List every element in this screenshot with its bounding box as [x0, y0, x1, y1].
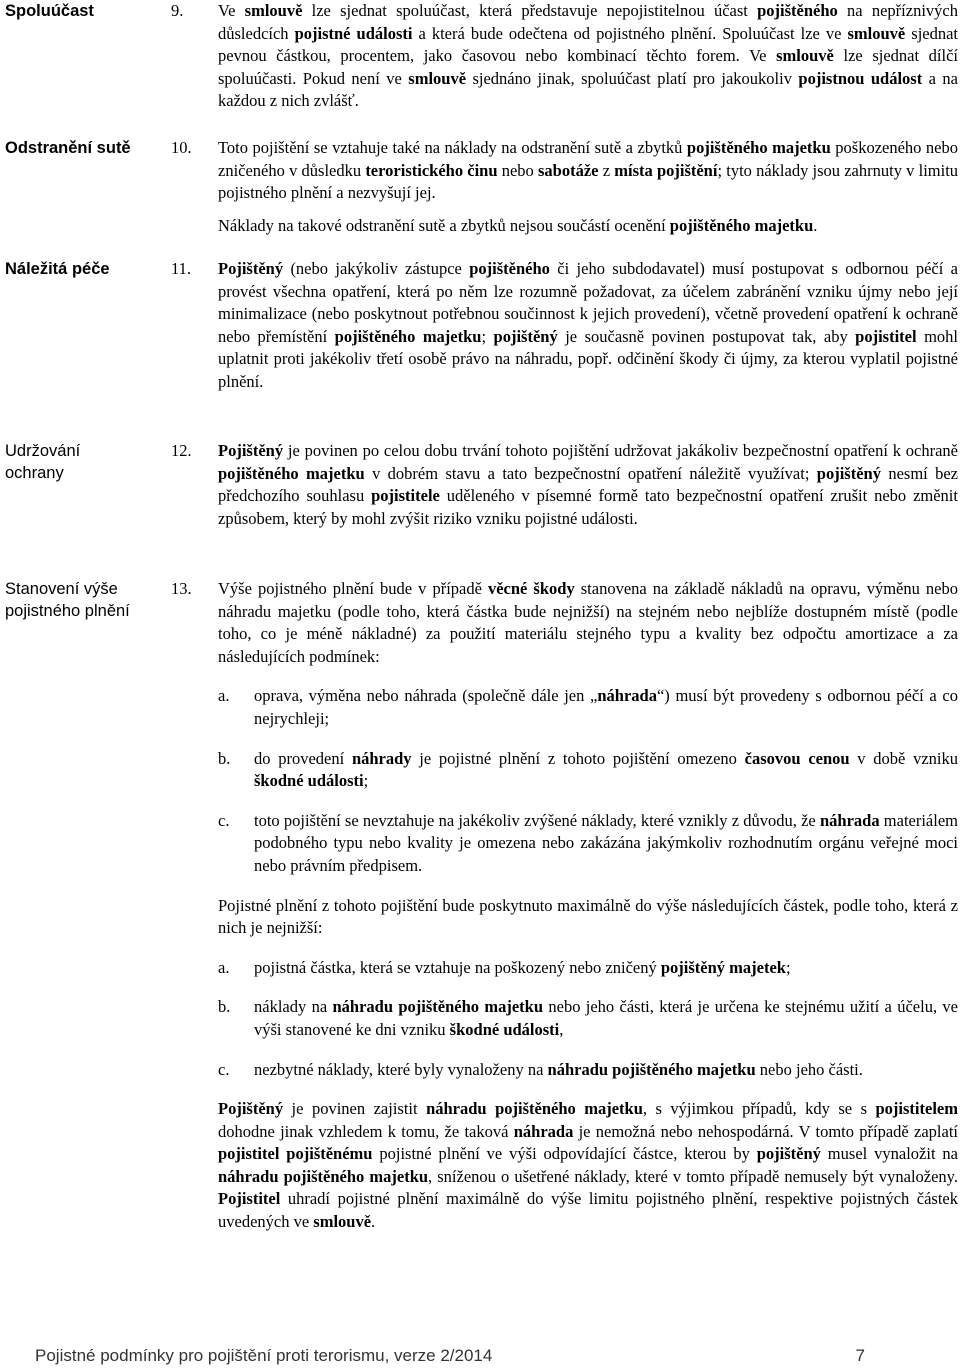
- defined-term: pojištěného majetku: [686, 138, 831, 157]
- defined-term: náhradu pojištěného majetku: [426, 1099, 643, 1119]
- defined-term: škodné události: [449, 1019, 560, 1039]
- list-marker: c.: [218, 810, 230, 830]
- section-number: 12.: [171, 441, 192, 460]
- defined-term: teroristického činu: [365, 160, 498, 180]
- section-label: Odstranění sutě: [5, 139, 131, 157]
- defined-term: smlouvě: [847, 23, 906, 43]
- section-number: 13.: [171, 579, 192, 598]
- defined-term: místa pojištění: [614, 160, 718, 180]
- page-footer: [35, 1345, 865, 1368]
- list-item: c. toto pojištění se nevztahuje na jakékoliv zvýšené náklady, které vznikly z důvodu, že náhrada materiálem podobného typu nebo kvality je omezena nebo zakázána jakýmkoliv rozhodnutím orgánu veřejné moci nebo právním předpisem.: [218, 810, 959, 875]
- defined-term: sabotáže: [538, 160, 599, 180]
- list-item: b. náklady na náhradu pojištěného majetku nebo jeho části, která je určena ke stejnému užití a účelu, ve výši stanovené ke dni vzniku škodné události,: [218, 997, 958, 1039]
- section-body: [218, 258, 958, 394]
- defined-term: Pojištěný: [218, 259, 284, 278]
- section-number: 9.: [171, 1, 184, 20]
- defined-term: věcné škody: [487, 579, 575, 598]
- defined-term: pojištěný: [756, 1144, 821, 1164]
- section-body: [218, 0, 958, 113]
- defined-term: Pojištěný: [218, 1099, 284, 1119]
- section-label: Udržování ochrany: [5, 442, 81, 482]
- list-item: a. pojistná částka, která se vztahuje na poškozený nebo zničený pojištěný majetek;: [218, 957, 958, 980]
- paragraph: Výše pojistného plnění bude v případě věcné škody stanovena na základě nákladů na opravu, výměnu nebo náhradu majetku (podle toho, která částka bude nejnižší) na stejném nebo nejblíže dostupném místě (podle toho, co je méně nákladné) za použití materiálu stejného typu a kvality bez odpočtu amortizace a za následujících podmínek:: [218, 579, 958, 666]
- footer-title: Pojistné podmínky pro pojištění proti terorismu, verze 2/2014: [35, 1346, 493, 1365]
- list-marker: c.: [218, 1059, 230, 1079]
- defined-term: pojistnou událost: [798, 68, 923, 88]
- defined-term: pojištěný: [493, 326, 558, 346]
- list-conditions: [218, 685, 958, 877]
- list-item: c. nezbytné náklady, které byly vynaloženy na náhradu pojištěného majetku nebo jeho části.: [218, 1059, 958, 1082]
- section-body: [218, 578, 958, 1234]
- defined-term: pojištěného majetku: [218, 463, 365, 483]
- list-limits: [218, 957, 958, 1081]
- defined-term: pojištěný majetek: [660, 957, 786, 977]
- defined-term: Pojistitel: [218, 1189, 281, 1209]
- defined-term: náhrada: [597, 686, 657, 706]
- defined-term: pojistitel pojištěnému: [218, 1144, 373, 1164]
- page-number: 7: [855, 1346, 865, 1365]
- section-label: Náležitá péče: [5, 260, 110, 278]
- paragraph: Pojištěný (nebo jakýkoliv zástupce pojištěného či jeho subdodavatel) musí postupovat s odbornou péčí a provést všechna opatření, která po něm lze rozumně požadovat, za účelem zabránění vzniku újmy nebo její minimalizace (nebo poskytnout potřebnou součinnost k jejich provedení), včetně provedení opatření k ochraně nebo přemístění pojištěného majetku; pojištěný je současně povinen postupovat tak, aby pojistitel mohl uplatnit proti jakékoliv třetí osobě právo na náhradu, popř. odčinění škody či újmy, za kterou vyplatil pojistné plnění.: [218, 259, 959, 391]
- defined-term: smlouvě: [776, 46, 834, 66]
- section-label: Stanovení výše pojistného plnění: [5, 580, 130, 620]
- defined-term: pojistitel: [855, 326, 917, 346]
- section-number: 11.: [171, 259, 192, 278]
- list-marker: b.: [218, 997, 231, 1017]
- defined-term: časovou cenou: [744, 748, 850, 768]
- section-body: [218, 440, 958, 530]
- defined-term: smlouvě: [313, 1212, 372, 1232]
- paragraph: Toto pojištění se vztahuje také na náklady na odstranění sutě a zbytků pojištěného majetku poškozeného nebo zničeného v důsledku teroristického činu nebo sabotáže z místa pojištění; tyto náklady jsou zahrnuty v limitu pojistného plnění a nezvyšují jej.: [218, 138, 959, 203]
- paragraph: Pojištěný je povinen zajistit náhradu pojištěného majetku, s výjimkou případů, kdy se s pojistitelem dohodne jinak vzhledem k tomu, že taková náhrada je nemožná nebo nehospodárná. V tomto případě zaplatí pojistitel pojištěnému pojistné plnění ve výši odpovídající částce, kterou by pojištěný musel vynaložit na náhradu pojištěného majetku, sníženou o ušetřené náklady, které v tomto případě nemusely být vynaloženy. Pojistitel uhradí pojistné plnění maximálně do výše limitu pojistného plnění, respektive pojistných částek uvedených ve smlouvě.: [218, 1099, 958, 1232]
- paragraph: Náklady na takové odstranění sutě a zbytků nejsou součástí ocenění pojištěného majetku.: [218, 215, 818, 235]
- defined-term: pojištěný: [816, 463, 881, 483]
- defined-term: Pojištěný: [218, 441, 284, 460]
- section-label: Spoluúčast: [5, 2, 94, 20]
- list-item: a. oprava, výměna nebo náhrada (společně dále jen „náhrada“) musí být provedeny s odbornou péčí a co nejrychleji;: [218, 686, 958, 728]
- section-body: [218, 137, 958, 237]
- defined-term: náhradu pojištěného majetku: [547, 1059, 756, 1079]
- defined-term: pojištěného majetku: [669, 215, 814, 235]
- defined-term: pojistitelem: [875, 1099, 958, 1119]
- list-marker: b.: [218, 748, 231, 768]
- defined-term: náhrady: [351, 748, 412, 768]
- defined-term: smlouvě: [244, 1, 303, 20]
- paragraph: Pojištěný je povinen po celou dobu trvání tohoto pojištění udržovat jakákoliv bezpečnostní opatření k ochraně pojištěného majetku v dobrém stavu a tato bezpečnostní opatření náležitě využívat; pojištěný nesmí bez předchozího souhlasu pojistitele uděleného v písemné formě tato bezpečnostní opatření zrušit nebo změnit způsobem, který by mohl zvýšit riziko vzniku pojistné události.: [218, 441, 959, 528]
- list-marker: a.: [218, 686, 230, 706]
- defined-term: náhradu pojištěného majetku: [332, 997, 544, 1017]
- defined-term: pojištěného majetku: [334, 326, 482, 346]
- paragraph: Ve smlouvě lze sjednat spoluúčast, která představuje nepojistitelnou účast pojištěného na nepříznivých důsledcích pojistné události a která bude odečtena od pojistného plnění. Spoluúčast lze ve smlouvě sjednat pevnou částkou, procentem, jako časovou nebo kombinací těchto forem. Ve smlouvě lze sjednat dílčí spoluúčasti. Pokud není ve smlouvě sjednáno jinak, spoluúčast platí pro jakoukoliv pojistnou událost a na každou z nich zvlášť.: [218, 1, 959, 111]
- defined-term: pojistitele: [371, 486, 440, 506]
- defined-term: pojištěného: [469, 259, 550, 278]
- list-item: b. do provedení náhrady je pojistné plnění z tohoto pojištění omezeno časovou cenou v době vzniku škodné události;: [218, 748, 958, 791]
- defined-term: náhradu pojištěného majetku: [218, 1166, 429, 1186]
- section-number: 10.: [171, 138, 192, 157]
- defined-term: pojištěného: [757, 1, 838, 20]
- paragraph: Pojistné plnění z tohoto pojištění bude poskytnuto maximálně do výše následujících částek, podle toho, která z nich je nejnižší:: [218, 895, 958, 938]
- defined-term: škodné události: [254, 771, 364, 791]
- list-marker: a.: [218, 957, 230, 977]
- defined-term: náhrada: [513, 1121, 574, 1141]
- defined-term: pojistné události: [294, 23, 413, 43]
- defined-term: smlouvě: [408, 68, 467, 88]
- defined-term: náhrada: [819, 810, 880, 830]
